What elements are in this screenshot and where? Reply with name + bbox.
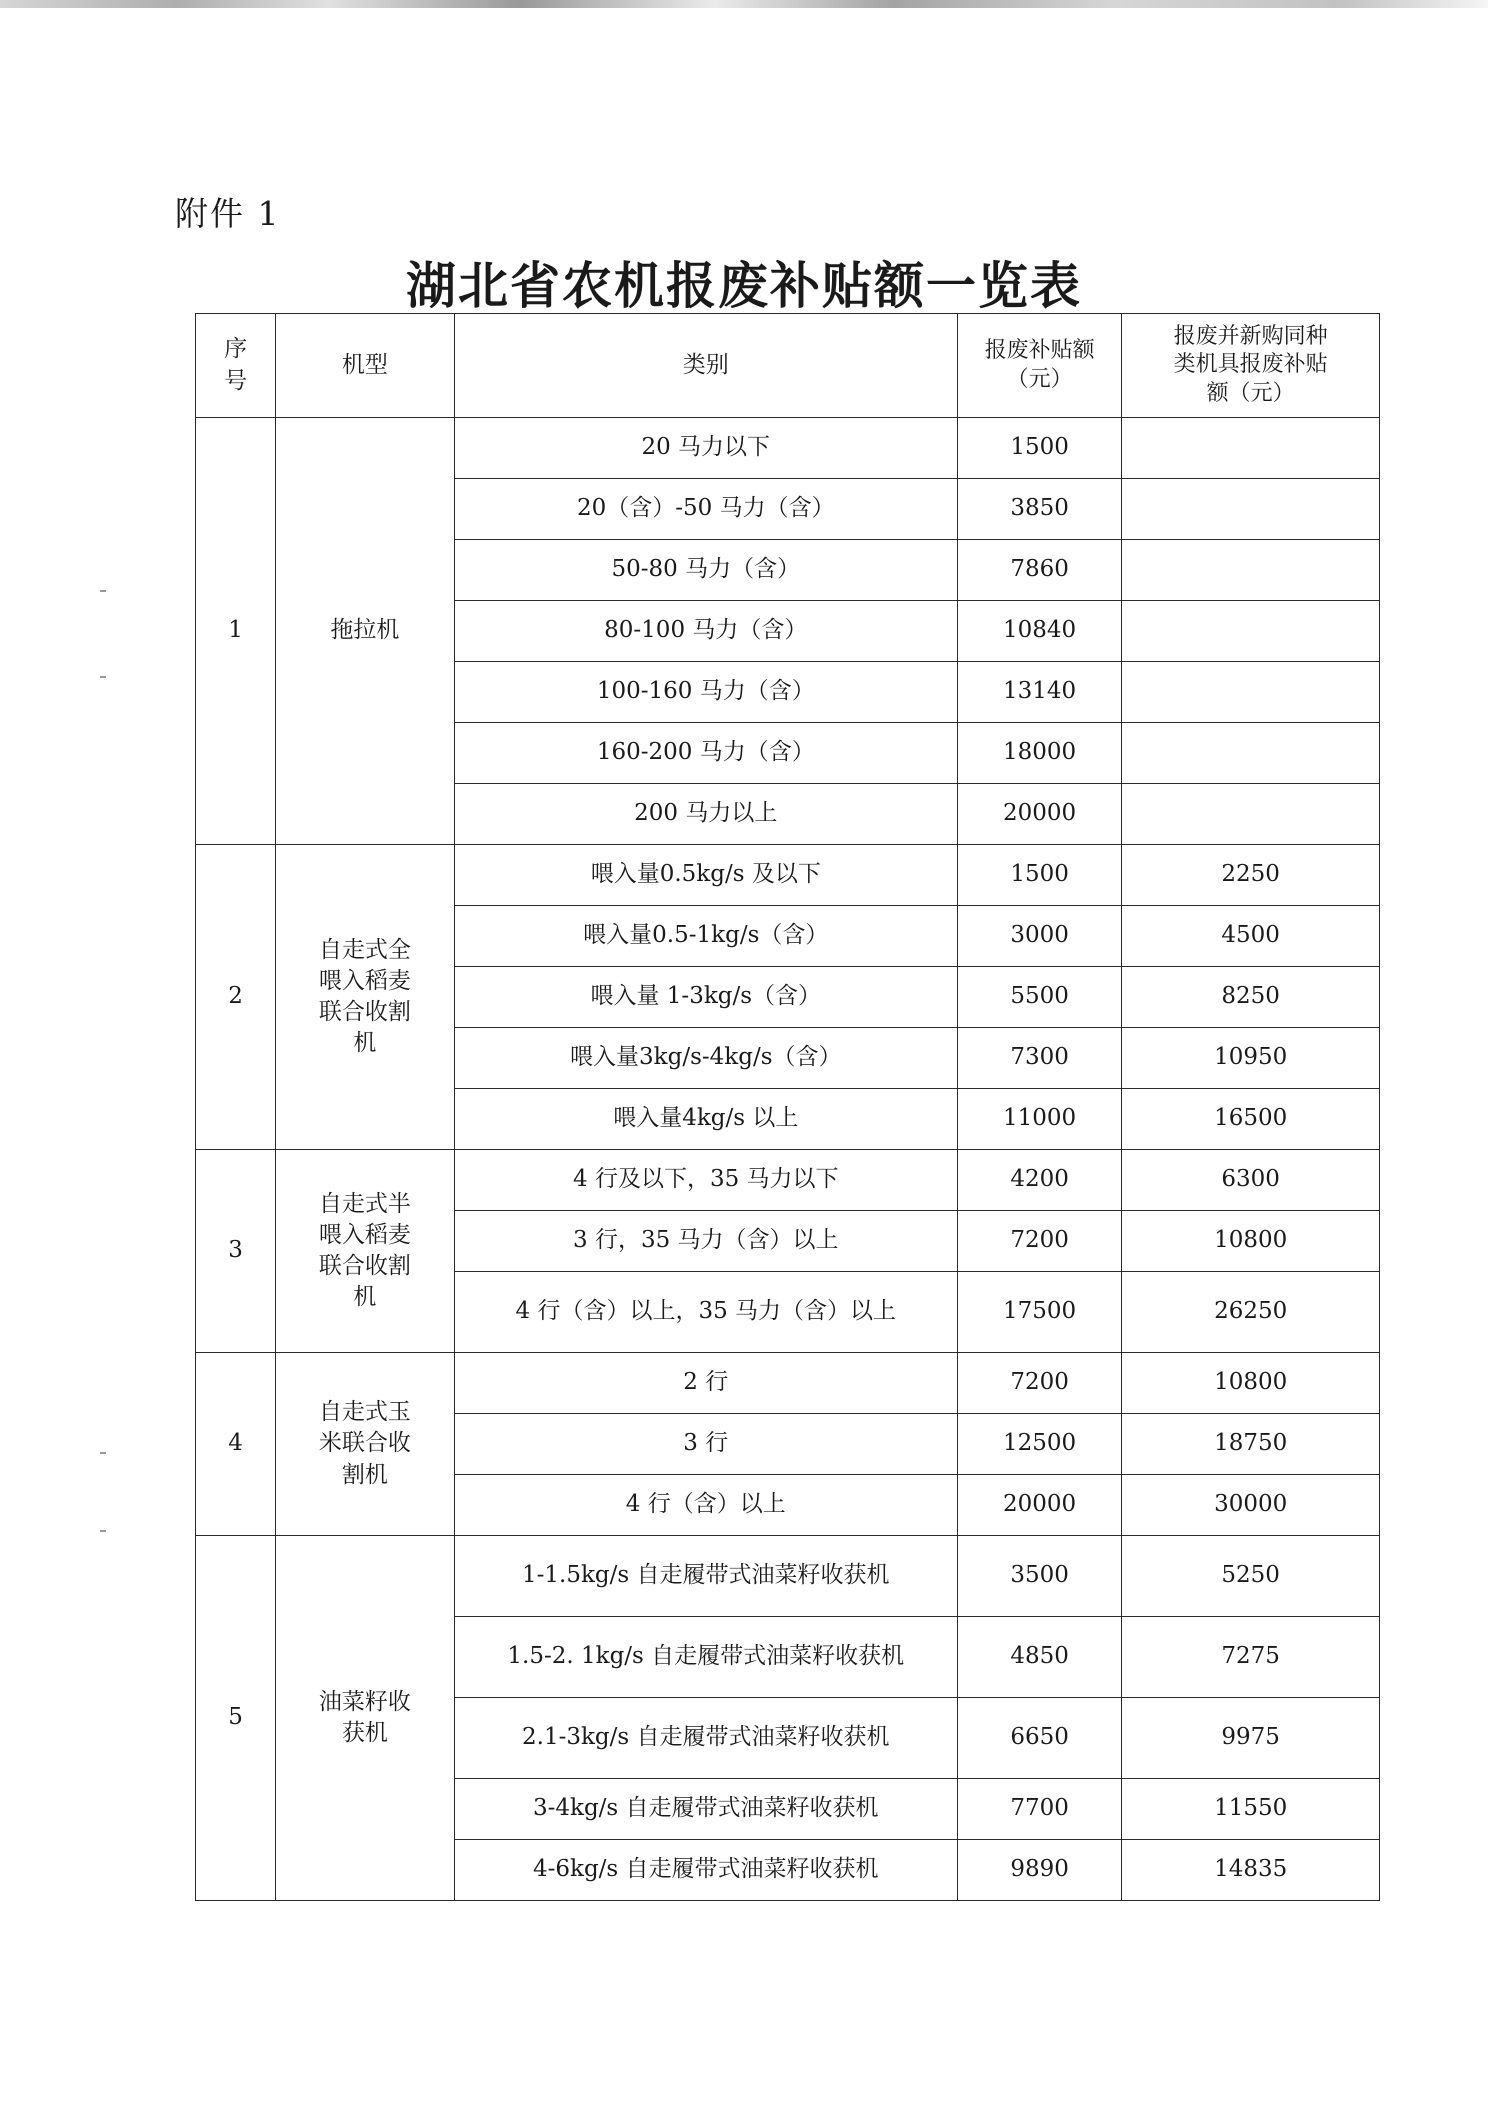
seq-cell: 2 [196,845,276,1150]
subsidy-cell: 3850 [957,479,1121,540]
subsidy-cell: 1500 [957,845,1121,906]
subsidy-cell: 3500 [957,1536,1121,1617]
subsidy-cell: 7200 [957,1211,1121,1272]
page-title: 湖北省农机报废补贴额一览表 [406,256,1082,315]
table-row [196,1536,1380,1617]
subsidy-cell: 10840 [957,601,1121,662]
subsidy-cell: 9890 [957,1840,1121,1901]
category-cell: 4 行（含）以上 [454,1475,957,1536]
subsidy-cell: 13140 [957,662,1121,723]
subsidy-new-cell: 26250 [1122,1272,1380,1353]
category-cell: 1.5-2. 1kg/s 自走履带式油菜籽收获机 [454,1617,957,1698]
category-cell: 喂入量4kg/s 以上 [454,1089,957,1150]
subsidy-new-cell: 4500 [1122,906,1380,967]
category-cell: 2 行 [454,1353,957,1414]
table-header-row [196,314,1380,418]
subsidy-new-cell [1122,784,1380,845]
subsidy-new-cell [1122,662,1380,723]
category-cell: 3 行 [454,1414,957,1475]
subsidy-cell: 18000 [957,723,1121,784]
subsidy-cell: 6650 [957,1698,1121,1779]
subsidy-new-cell [1122,418,1380,479]
scan-speck [100,590,106,592]
subsidy-new-cell: 10950 [1122,1028,1380,1089]
category-cell: 4 行（含）以上，35 马力（含）以上 [454,1272,957,1353]
subsidy-table [195,313,1380,1901]
table-row [196,1353,1380,1414]
category-cell: 3 行，35 马力（含）以上 [454,1211,957,1272]
attachment-label: 附件 1 [175,194,281,233]
subsidy-cell: 7300 [957,1028,1121,1089]
table-row [196,1150,1380,1211]
model-cell: 自走式玉米联合收割机 [276,1353,454,1536]
subsidy-cell: 20000 [957,1475,1121,1536]
category-cell: 20 马力以下 [454,418,957,479]
subsidy-new-cell: 10800 [1122,1353,1380,1414]
subsidy-cell: 12500 [957,1414,1121,1475]
category-cell: 2.1-3kg/s 自走履带式油菜籽收获机 [454,1698,957,1779]
seq-cell: 5 [196,1536,276,1901]
category-cell: 100-160 马力（含） [454,662,957,723]
table-row [196,418,1380,479]
scan-edge-artifact [0,0,1488,8]
model-cell: 自走式全喂入稻麦联合收割机 [276,845,454,1150]
scan-speck [100,676,106,678]
scan-speck [100,1530,106,1532]
category-cell: 20（含）-50 马力（含） [454,479,957,540]
category-cell: 4-6kg/s 自走履带式油菜籽收获机 [454,1840,957,1901]
header-model: 机型 [276,314,454,418]
seq-cell: 1 [196,418,276,845]
subsidy-new-cell: 7275 [1122,1617,1380,1698]
subsidy-new-cell [1122,479,1380,540]
category-cell: 1-1.5kg/s 自走履带式油菜籽收获机 [454,1536,957,1617]
subsidy-cell: 7200 [957,1353,1121,1414]
subsidy-new-cell: 2250 [1122,845,1380,906]
subsidy-cell: 3000 [957,906,1121,967]
category-cell: 4 行及以下，35 马力以下 [454,1150,957,1211]
category-cell: 50-80 马力（含） [454,540,957,601]
category-cell: 喂入量0.5-1kg/s（含） [454,906,957,967]
subsidy-cell: 11000 [957,1089,1121,1150]
subsidy-new-cell: 6300 [1122,1150,1380,1211]
subsidy-new-cell: 16500 [1122,1089,1380,1150]
subsidy-new-cell: 14835 [1122,1840,1380,1901]
subsidy-new-cell: 8250 [1122,967,1380,1028]
category-cell: 3-4kg/s 自走履带式油菜籽收获机 [454,1779,957,1840]
seq-cell: 4 [196,1353,276,1536]
subsidy-new-cell: 10800 [1122,1211,1380,1272]
subsidy-cell: 17500 [957,1272,1121,1353]
scan-speck [100,1452,106,1454]
category-cell: 160-200 马力（含） [454,723,957,784]
subsidy-new-cell [1122,540,1380,601]
subsidy-new-cell [1122,723,1380,784]
subsidy-cell: 1500 [957,418,1121,479]
header-subsidy: 报废补贴额（元） [957,314,1121,418]
category-cell: 200 马力以上 [454,784,957,845]
subsidy-new-cell: 18750 [1122,1414,1380,1475]
model-cell: 油菜籽收获机 [276,1536,454,1901]
subsidy-cell: 4200 [957,1150,1121,1211]
category-cell: 80-100 马力（含） [454,601,957,662]
subsidy-new-cell: 11550 [1122,1779,1380,1840]
subsidy-cell: 20000 [957,784,1121,845]
subsidy-cell: 7860 [957,540,1121,601]
subsidy-cell: 4850 [957,1617,1121,1698]
subsidy-new-cell: 30000 [1122,1475,1380,1536]
header-category: 类别 [454,314,957,418]
subsidy-new-cell [1122,601,1380,662]
subsidy-cell: 7700 [957,1779,1121,1840]
header-subsidy-new: 报废并新购同种类机具报废补贴额（元） [1122,314,1380,418]
subsidy-new-cell: 5250 [1122,1536,1380,1617]
model-cell: 拖拉机 [276,418,454,845]
table-row [196,845,1380,906]
category-cell: 喂入量 1-3kg/s（含） [454,967,957,1028]
header-seq: 序号 [196,314,276,418]
model-cell: 自走式半喂入稻麦联合收割机 [276,1150,454,1353]
category-cell: 喂入量0.5kg/s 及以下 [454,845,957,906]
seq-cell: 3 [196,1150,276,1353]
category-cell: 喂入量3kg/s-4kg/s（含） [454,1028,957,1089]
subsidy-cell: 5500 [957,967,1121,1028]
subsidy-new-cell: 9975 [1122,1698,1380,1779]
